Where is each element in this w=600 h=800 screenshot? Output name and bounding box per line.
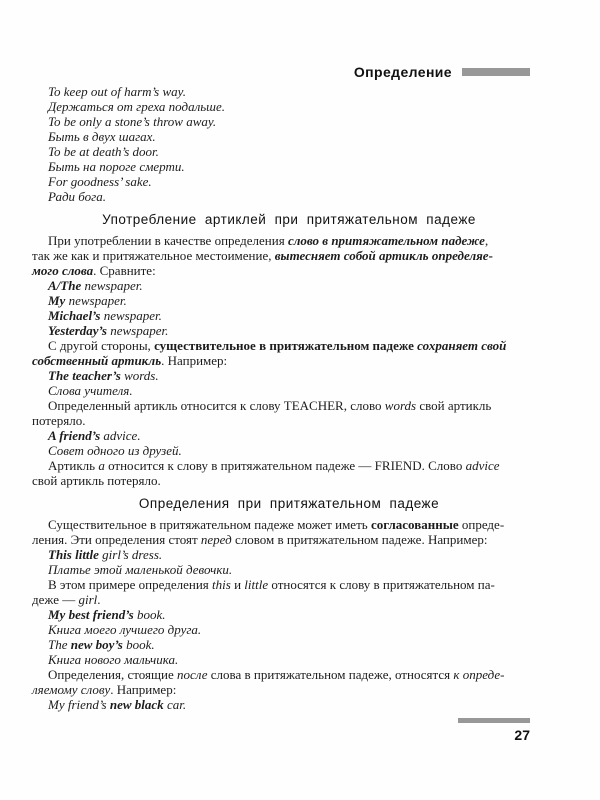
text-paragraph (32, 443, 546, 458)
text-run: относятся к слову в притяжательном па- (268, 577, 495, 592)
text-paragraph (32, 547, 546, 562)
text-paragraph (32, 293, 546, 308)
text-run: Определения при притяжательном падеже (138, 496, 440, 511)
text-run: For goodness’ sake. (48, 174, 152, 189)
text-run: При употреблении в качестве определения (48, 233, 288, 248)
text-run: a (98, 458, 105, 473)
text-run: new boy’s (70, 637, 123, 652)
text-run: Книга моего лучшего друга. (48, 622, 202, 637)
text-run: A friend’s (48, 428, 101, 443)
text-run: сохраняет свой (417, 338, 507, 353)
text-run: Определения, стоящие (48, 667, 177, 682)
text-run: Совет одного из друзей. (48, 443, 182, 458)
text-paragraph (32, 174, 546, 189)
page-footer (458, 718, 530, 743)
text-run: , (484, 233, 489, 248)
text-run: To keep out of harm’s way. (48, 84, 186, 99)
text-paragraph (32, 144, 546, 159)
text-run: . Например: (110, 682, 177, 697)
text-run: после (176, 667, 208, 682)
text-run: A/The (48, 278, 82, 293)
text-run: Книга нового мальчика. (48, 652, 179, 667)
text-paragraph (32, 84, 546, 99)
text-run: В этом примере определения (48, 577, 213, 592)
text-run: слова в притяжательном падеже, относятся (207, 667, 454, 682)
page-number: 27 (514, 727, 530, 743)
text-run: ляемому слову (32, 682, 111, 697)
text-run: опреде- (458, 517, 505, 532)
text-run: Быть в двух шагах. (48, 129, 156, 144)
text-run: newspaper. (65, 293, 127, 308)
text-paragraph (32, 398, 546, 428)
text-run: . (97, 592, 101, 607)
text-run: вытесняет собой артикль определяе- (274, 248, 493, 263)
text-run: Употребление артиклей при притяжательном падеже (102, 212, 476, 227)
text-paragraph (32, 607, 546, 622)
footer-rule (458, 718, 530, 723)
text-paragraph (32, 99, 546, 114)
text-run: . Например: (161, 353, 228, 368)
text-run: слово в притяжательном падеже (287, 233, 485, 248)
text-run: Артикль (48, 458, 99, 473)
text-run: . Сравните: (93, 263, 156, 278)
text-paragraph (32, 278, 546, 293)
text-run: существительное в притяжательном падеже (154, 338, 418, 353)
text-run: My friend’s (48, 697, 110, 712)
text-paragraph (32, 383, 546, 398)
text-run: свой артикль (416, 398, 492, 413)
text-run: little (244, 577, 269, 592)
text-run: newspaper. (106, 323, 169, 338)
header-rule (462, 68, 530, 76)
text-paragraph (32, 652, 546, 667)
text-run: My (48, 293, 66, 308)
text-run: потеряло. (32, 413, 86, 428)
text-run: To be at death’s door. (48, 144, 159, 159)
text-run: Существительное в притяжательном падеже может иметь (48, 517, 371, 532)
text-run: newspaper. (81, 278, 143, 293)
text-run: words. (120, 368, 159, 383)
text-run: Платье этой маленькой девочки. (48, 562, 233, 577)
text-run: Ради бога. (48, 189, 106, 204)
text-paragraph (32, 129, 546, 144)
text-run: деже — (32, 592, 79, 607)
text-run: мого слова (32, 263, 94, 278)
text-paragraph (32, 338, 546, 368)
text-paragraph (32, 622, 546, 637)
text-run: относится к слову в притяжательном падеже — FRIEND. Слово (104, 458, 466, 473)
text-paragraph (32, 159, 546, 174)
text-run: new black (109, 697, 164, 712)
content-blocks (32, 84, 546, 712)
text-paragraph (32, 368, 546, 383)
text-run: advice. (100, 428, 141, 443)
text-run: к опреде- (453, 667, 505, 682)
text-run: словом в притяжательном падеже. Например: (231, 532, 488, 547)
text-paragraph (32, 323, 546, 338)
text-run: My best friend’s (48, 607, 134, 622)
text-run: собственный артикль (32, 353, 162, 368)
running-head: Определение (353, 64, 452, 80)
text-run: Определенный артикль относится к слову TEACHER, слово (48, 398, 385, 413)
text-paragraph (32, 697, 546, 712)
text-run: This little (48, 547, 99, 562)
text-run: The (48, 637, 71, 652)
text-paragraph (32, 667, 546, 697)
text-run: С другой стороны, (48, 338, 155, 353)
text-run: words (384, 398, 417, 413)
text-run: girl’s dress. (98, 547, 163, 562)
text-run: girl (78, 592, 98, 607)
text-paragraph (32, 189, 546, 204)
section-heading (32, 212, 546, 227)
text-run: newspaper. (100, 308, 162, 323)
text-paragraph (32, 637, 546, 652)
text-paragraph (32, 114, 546, 129)
text-run: так же как и притяжательное местоимение, (32, 248, 275, 263)
text-run: book. (122, 637, 155, 652)
text-run: Слова учителя. (48, 383, 133, 398)
text-run: Yesterday’s (48, 323, 107, 338)
text-run: Быть на пороге смерти. (48, 159, 185, 174)
text-run: ления. Эти определения стоят (32, 532, 201, 547)
text-paragraph (32, 562, 546, 577)
text-run: The teacher’s (48, 368, 121, 383)
text-paragraph (32, 428, 546, 443)
text-run: согласованные (370, 517, 459, 532)
text-run: To be only a stone’s throw away. (48, 114, 217, 129)
text-paragraph (32, 577, 546, 607)
text-paragraph (32, 308, 546, 323)
page-header (354, 64, 530, 80)
text-paragraph (32, 458, 546, 488)
text-paragraph (32, 233, 546, 278)
text-paragraph (32, 517, 546, 547)
section-heading (32, 496, 546, 511)
text-run: car. (163, 697, 187, 712)
text-run: Держаться от греха подальше. (48, 99, 225, 114)
text-run: свой артикль потеряло. (32, 473, 161, 488)
text-run: this (212, 577, 231, 592)
text-run: advice (465, 458, 500, 473)
text-run: book. (133, 607, 166, 622)
text-run: перед (200, 532, 232, 547)
text-run: и (230, 577, 245, 592)
text-run: Michael’s (48, 308, 101, 323)
